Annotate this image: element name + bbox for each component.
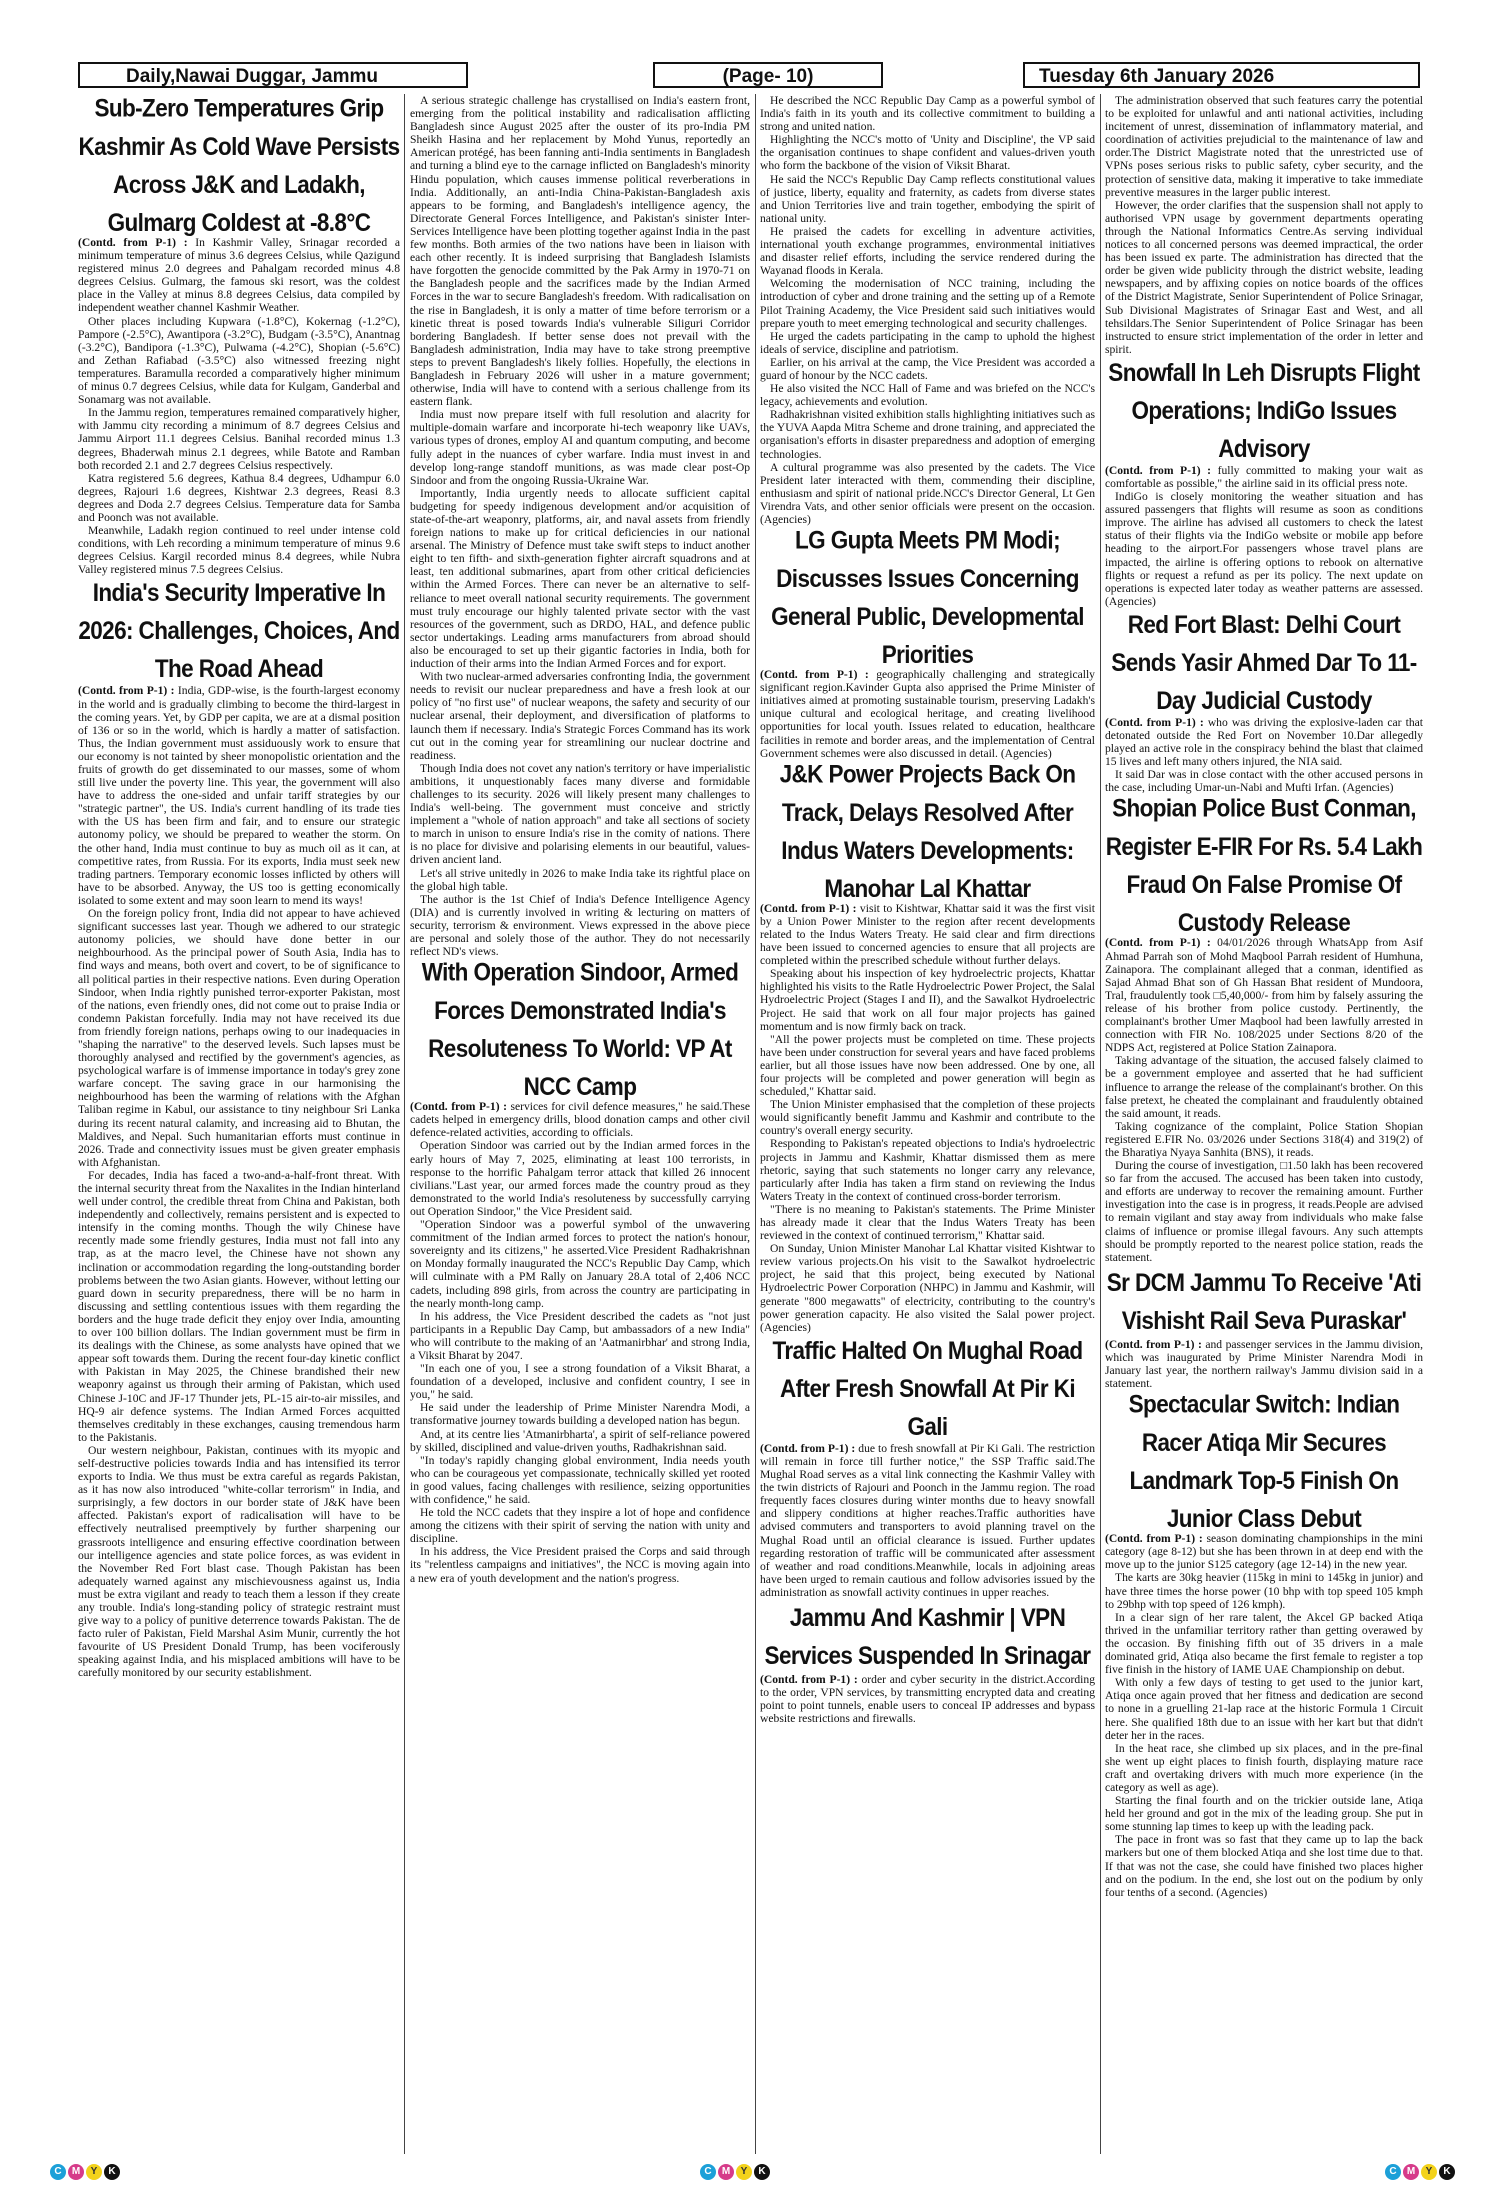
registration-dot: M — [68, 2164, 84, 2180]
paragraph: Speaking about his inspection of key hydroelectric projects, Khattar highlighted his visits to the Ratle Hydroelectric Power Project, the Salal Hydroelectric Project (Stages I and II), and the Sawalkot Hydroelectric Project. He said that work on all four major projects has gained momentum and is now firmly back on track. — [760, 967, 1095, 1033]
paragraph: With only a few days of testing to get used to the junior kart, Atiqa once again proved that her fitness and dedication are second to none in a gruelling 21-lap race at the historic Formula 1 Circuit here. She qualified 18th due to an issue with her kart but that didn't deter her in the races. — [1105, 1676, 1423, 1742]
paragraph — [760, 902, 1095, 967]
article-mughal-road — [760, 1338, 1095, 1599]
cmyk-marks-right — [1385, 2164, 1455, 2180]
paragraph: "All the power projects must be completed on time. These projects have been under construction for several years and have faced problems earlier, but all those issues have now been addressed. One by one, all four projects will be completed and power generation will begin as scheduled," Khattar said. — [760, 1032, 1095, 1099]
column-4 — [1105, 94, 1423, 2154]
column-rule — [755, 94, 756, 2154]
continued-from-label: (Contd. from P-1) : — [1105, 936, 1218, 950]
article-red-fort — [1105, 612, 1423, 795]
paragraph: On the foreign policy front, India did not appear to have achieved significant successes last year. Though we adhered to our strategic autonomy policies, we should have done better in our neighbourhood. As the principal power of South Asia, India has to find ways and means, both overt and covert, to be of significance to all political parties in their respective nations. Even during Operation Sindoor, when India rightly punished terror-exporter Pakistan, most of the nations, even friendly ones, did not come out to praise India or condemn Pakistan forcefully. India may not have received its due from friendly foreign nations, perhaps owing to our inadequacies in "shaping the narrative" to the deserved levels. Such lapses must be thoroughly analysed and rectified by the government's agencies, as psychological warfare is of immense importance in today's grey zone warfare concept. The saving grace in our harmonising the neighbourhood has been the warming of relations with the Afghan Taliban regime in Kabul, our assistance to tiny neighbour Sri Lanka during its recent natural calamity, and increasing aid to Bhutan, the Maldives, and Nepal. Such humanitarian efforts must continue in 2026. Trade and connectivity issues must be given greater emphasis with Afghanistan. — [78, 907, 400, 1169]
headline: Shopian Police Bust Conman, Register E-FIR For Rs. 5.4 Lakh Fraud On False Promise Of Custody Release — [1105, 794, 1423, 938]
paragraph-text: due to fresh snowfall at Pir Ki Gali. The restriction will remain in force till further notice," the SSP Traffic said.The Mughal Road serves as a vital link connecting the Kashmir Valley with the twin districts of Rajouri and Poonch in the Jammu region. The road frequently faces closures during winter months due to heavy snowfall and slippery conditions at higher reaches.Traffic authorities have advised commuters and transporters to avoid planning travel on the Mughal Road until an official clearance is issued. Further updates regarding restoration of traffic will be communicated after assessment of weather and road conditions.Meanwhile, locals in adjoining areas have been urged to remain cautious and follow advisories issued by the administration as snowfall activity continues in upper reaches. — [760, 1441, 1095, 1599]
registration-dot: K — [1439, 2164, 1455, 2180]
paragraph: The administration observed that such features carry the potential to be exploited for unlawful and anti national activities, including incitement of unrest, dissemination of inflammatory material, and coordination of activities prejudicial to the maintenance of law and order.The District Magistrate noted that the unrestricted use of VPNs poses serious risks to public safety, cyber security, and the protection of sensitive data, making it imperative to take immediate preventive measures in the larger public interest. — [1105, 94, 1423, 199]
headline: India's Security Imperative In 2026: Challenges, Choices, And The Road Ahead — [78, 578, 400, 683]
paragraph: Other places including Kupwara (-1.8°C), Kokernag (-1.2°C), Pampore (-2.5°C), Awantipora (-3.2°C), Budgam (-3.5°C), Anantnag (-3.2°C), Bandipora (-1.3°C), Pulwama (-4.2°C), Shopian (-5.6°C) and Zethan Rafiabad (-3.5°C) also witnessed freezing night temperatures. Baramulla recorded a comparatively higher minimum of minus 0.7 degrees Celsius, while data for Kulgam, Ganderbal and Sonamarg was not available. — [78, 314, 400, 407]
registration-dot: Y — [736, 2164, 752, 2180]
paragraph: During the course of investigation, □1.50 lakh has been recovered so far from the accused. The accused has been taken into custody, and efforts are underway to recover the remaining amount. Further investigation into the case is in progress, it reads.People are advised to remain vigilant and stay away from individuals who make false claims of influence or promise illegal favours. Any such attempts should be promptly reported to the nearest police station, reads the statement. — [1105, 1159, 1423, 1264]
paragraph: Taking advantage of the situation, the accused falsely claimed to be a government employee and asserted that he had sufficient influence to arrange the release of the complainant's brother. On this false pretext, he cheated the complainant and fraudulently obtained the said amount, it reads. — [1105, 1054, 1423, 1120]
paragraph: "Operation Sindoor was a powerful symbol of the unwavering commitment of the Indian armed forces to protect the nation's honour, sovereignty and its citizens," he asserted.Vice President Radhakrishnan on Monday formally inaugurated the NCC's Republic Day Camp, which will culminate with a PM Rally on January 28.A total of 2,406 NCC cadets, including 898 girls, from across the country are participating in the nearly month-long camp. — [410, 1218, 750, 1310]
continued-from-label: (Contd. from P-1) : — [1105, 1532, 1207, 1546]
paragraph: IndiGo is closely monitoring the weather situation and has assured passengers that flights will resume as soon as conditions improve. The airline has advised all customers to check the latest status of their flights via the IndiGo website or mobile app before heading to the airport.For passengers whose travel plans are impacted, the airline is offering options to rebook on alternative flights or request a refund as per its policy. The next update on operations is expected later today as weather patterns are assessed. (Agencies) — [1105, 490, 1423, 608]
issue-date: Tuesday 6th January 2026 — [1023, 62, 1420, 88]
paragraph: The pace in front was so fast that they came up to lap the back markers but one of them blocked Atiqa and she lost time due to that. If that was not the case, she could have finished two places higher and on the podium. In the end, she lost out on the podium by only four tenths of a second. (Agencies) — [1105, 1833, 1423, 1899]
headline: Snowfall In Leh Disrupts Flight Operations; IndiGo Issues Advisory — [1108, 358, 1420, 463]
paragraph — [78, 236, 400, 315]
paragraph — [760, 1442, 1095, 1599]
article-shopian — [1105, 794, 1423, 1264]
paragraph: In a clear sign of her rare talent, the Akcel GP backed Atiqa thrived in the unfamiliar territory rather than getting overawed by the occasion. By finishing fifth out of 35 drivers in a male dominated grid, Atiqa also became the first female to register a top five finish in the history of IAME UAE Championship on debut. — [1105, 1610, 1423, 1677]
column-1 — [78, 94, 400, 2154]
paragraph — [760, 1673, 1095, 1725]
registration-dot: Y — [1421, 2164, 1437, 2180]
article-security-imperative — [78, 580, 400, 1679]
registration-dot: C — [1385, 2164, 1401, 2180]
paragraph: Highlighting the NCC's motto of 'Unity and Discipline', the VP said the organisation continues to shape confident and values-driven youth who form the backbone of the vision of Viksit Bharat. — [760, 133, 1095, 173]
paragraph: He also visited the NCC Hall of Fame and was briefed on the NCC's legacy, achievements and evolution. — [760, 382, 1095, 409]
paragraph: Katra registered 5.6 degrees, Kathua 8.4 degrees, Udhampur 6.0 degrees, Rajouri 1.6 degrees, Kishtwar 2.3 degrees, Reasi 8.3 degrees and Doda 2.7 degrees Celsius. Temperature data for Samba and Poonch was not available. — [78, 471, 400, 524]
paragraph: He told the NCC cadets that they inspire a lot of hope and confidence among the citizens with their spirit of serving the nation with unity and discipline. — [410, 1506, 750, 1546]
cmyk-marks-left — [50, 2164, 120, 2180]
page-number: (Page- 10) — [653, 62, 883, 88]
paper-name: Daily,Nawai Duggar, Jammu — [78, 62, 468, 88]
continued-from-label: (Contd. from P-1) : — [410, 1100, 511, 1114]
article-dcm — [1105, 1268, 1423, 1390]
article-ncc-continued — [760, 94, 1095, 526]
paragraph: Starting the final fourth and on the trickier outside lane, Atiqa held her ground and got in the mix of the leading group. She put in some stunning lap times to keep up with the leading pack. — [1105, 1794, 1423, 1834]
headline: LG Gupta Meets PM Modi; Discusses Issues Concerning General Public, Developmental Priorities — [771, 526, 1084, 669]
paragraph: "In today's rapidly changing global environment, India needs youth who can be courageous yet compassionate, technically skilled yet rooted in good values, facing challenges with resilience, seizing opportunities with confidence," he said. — [410, 1453, 750, 1506]
paragraph: He said under the leadership of Prime Minister Narendra Modi, a transformative journey towards building a developed nation has begun. — [410, 1401, 750, 1428]
headline: Jammu And Kashmir | VPN Services Suspended In Srinagar — [764, 1603, 1091, 1670]
paragraph: "There is no meaning to Pakistan's statements. The Prime Minister has already made it clear that the Indus Waters Treaty has been reviewed in the context of continued terrorism," Khattar said. — [760, 1202, 1095, 1243]
registration-dot: K — [104, 2164, 120, 2180]
article-ncc-camp — [410, 958, 750, 1585]
paragraph-text: visit to Kishtwar, Khattar said it was the first visit by a Union Power Minister to the region after recent developments related to the Indus Waters Treaty. He said clear and firm directions have been issued to concerned agencies to ensure that all projects are completed within the prescribed schedule without further delays. — [760, 901, 1095, 968]
paragraph: It said Dar was in close contact with the other accused persons in the case, including Umar-un-Nabi and Mufti Irfan. (Agencies) — [1105, 768, 1423, 795]
column-rule — [404, 94, 405, 2154]
paragraph — [760, 668, 1095, 760]
paragraph: And, at its centre lies 'Atmanirbharta', a spirit of self-reliance powered by skilled, disciplined and value-driven youths, Radhakrishnan said. — [410, 1427, 750, 1454]
registration-dot: C — [50, 2164, 66, 2180]
article-atiqa-mir — [1105, 1390, 1423, 1899]
paragraph-text: India, GDP-wise, is the fourth-largest economy in the world and is gradually climbing to become the third-largest in the coming years. Yet, by GDP per capita, we are at a dismal position of 136 or so in the world, which is hardly a matter of satisfaction. Thus, the Indian government must assiduously work to ensure that our economy is not tainted by sheer monopolistic orientation and the fruits of growth do get disseminated to our masses, some of whom still live under the poverty line. This year, the government will also have to address the one-sided and unfair tariff strategies by our "strategic partner", the US. India's current handling of its trade ties with the US has been firm and fair, and to ensure our strategic autonomy policy, we should be prepared to weather the storm. On the other hand, India must continue to buy as much oil as it can, at competitive rates, from Russia. For its exports, India must seek new trading partners. Temporary economic losses inflicted by others will have to be absorbed. Anyway, the US too is getting economically isolated to some extent and may soon learn to mend its ways! — [78, 684, 400, 907]
paragraph: Our western neighbour, Pakistan, continues with its myopic and self-destructive policies towards India and has intensified its terror exports to India. We thus must be extra careful as regards Pakistan, as it has now also introduced "white-collar terrorism" in India, and surprisingly, a few doctors in our border state of J&K have been affected. Pakistan's export of radicalisation will have to be effectively neutralised preemptively by further sharpening our grassroots intelligence and ensuring effective coordination between our intelligence agencies and state police forces, as was evident in the November Red Fort blast case. Though Pakistan has been adequately warned against any mischievousness against us, India must be extra vigilant and ready to teach them a lesson if they create any trouble. India's long-standing policy of strategic restraint must give way to a policy of punitive deterrence towards Pakistan. The de facto ruler of Pakistan, Field Marshal Asim Munir, currently the hot favourite of US President Donald Trump, has been vociferously speaking against India, and his misplaced ambitions will have to be carefully monitored by our security establishment. — [78, 1443, 400, 1680]
headline: Sub-Zero Temperatures Grip Kashmir As Cold Wave Persists Across J&K and Ladakh, Gulmarg Coldest at -8.8°C — [78, 94, 400, 237]
print-registration-marks — [0, 2164, 1500, 2184]
paragraph-text: In Kashmir Valley, Srinagar recorded a minimum temperature of minus 3.6 degrees Celsius, while Qazigund registered minus 2.0 degrees and Pahalgam recorded minus 4.8 degrees Celsius. Gulmarg, the famous ski resort, was the coldest place in the Valley at minus 8.8 degrees Celsius, data compiled by independent weather channel Kashmir Weather. — [78, 236, 400, 315]
registration-dot: M — [718, 2164, 734, 2180]
paragraph: In his address, the Vice President praised the Corps and said through its "relentless campaigns and initiatives", the NCC is moving again into a new era of youth development and the nation's progress. — [410, 1545, 750, 1585]
headline: Traffic Halted On Mughal Road After Fresh Snowfall At Pir Ki Gali — [772, 1336, 1083, 1441]
paragraph: Let's all strive unitedly in 2026 to make India take its rightful place on the global high table. — [410, 866, 750, 893]
paragraph: Importantly, India urgently needs to allocate sufficient capital budgeting for speedy indigenous development and/or acquisition of state-of-the-art weaponry, platforms, air, and naval assets from friendly foreign nations to make up for critical deficiencies in our national arsenal. The Ministry of Defence must take swift steps to induct another eight to ten fifth- and sixth-generation fighter aircraft squadrons and at least, ten additional submarines, apart from other critical deficiencies within the Armed Forces. There can never be an alternative to self-reliance to meet overall national security requirements. The government must truly encourage our highly talented private sector with the vast resources of the government, such as DRDO, HAL, and defence public sector undertakings. Leading arms manufacturers from abroad should also be encouraged to set up their gigantic factories in India, both for induction of their arms into the Indian Armed Forces and for export. — [410, 486, 750, 671]
paragraph — [78, 684, 400, 907]
continued-from-label: (Contd. from P-1) : — [78, 684, 178, 698]
paragraph: Welcoming the modernisation of NCC training, including the introduction of cyber and drone training and the setting up of a Remote Pilot Training Academy, the Vice President said such initiatives would prepare youth to meet emerging technological and security challenges. — [760, 277, 1095, 330]
paragraph: Taking cognizance of the complaint, Police Station Shopian registered E.FIR No. 03/2026 under Sections 318(4) and 319(2) of the Bharatiya Nyaya Sanhita (BNS), it reads. — [1105, 1119, 1423, 1159]
headline: J&K Power Projects Back On Track, Delays Resolved After Indus Waters Developments: Manohar Lal Khattar — [779, 760, 1076, 903]
registration-dot: M — [1403, 2164, 1419, 2180]
registration-dot: Y — [86, 2164, 102, 2180]
masthead — [78, 60, 1420, 92]
registration-dot: C — [700, 2164, 716, 2180]
paragraph: The karts are 30kg heavier (115kg in mini to 145kg in junior) and have three times the horse power (10 bhp with top speed 105 kmph to 29bhp with top speed of 126 kmph). — [1105, 1571, 1423, 1611]
paragraph: "In each one of you, I see a strong foundation of a Viksit Bharat, a foundation of a developed, inclusive and confident country, I see in you," he said. — [410, 1362, 750, 1402]
paragraph: On Sunday, Union Minister Manohar Lal Khattar visited Kishtwar to review various projects.On his visit to the Sawalkot hydroelectric project, he said that this project, being executed by National Hydroelectric Power Corporation (NHPC) in Jammu and Kashmir, will generate "800 megawatts" of electricity, contributing to the country's power generation capacity. He also visited the Salal power project. (Agencies) — [760, 1242, 1095, 1334]
paragraph: He said the NCC's Republic Day Camp reflects constitutional values of justice, liberty, equality and fraternity, as cadets from diverse states and Union Territories live and train together, embodying the spirit of national unity. — [760, 172, 1095, 225]
column-2 — [410, 94, 750, 2154]
paragraph: Meanwhile, Ladakh region continued to reel under intense cold conditions, with Leh recording a minimum temperature of minus 9.6 degrees Celsius. Kargil recorded minus 8.4 degrees, while Nubra Valley registered minus 7.5 degrees Celsius. — [78, 524, 400, 577]
paragraph: Though India does not covet any nation's territory or have imperialistic ambitions, it unquestionably faces many diverse and formidable challenges to its security. 2026 will likely present many challenges to India's well-being. The government must conceive and strictly implement a "whole of nation approach" and take all sections of society to march in unison to ensure India's rise in the comity of nations. There is no place for divisive and polarising elements in our beautiful, values-driven ancient land. — [410, 761, 750, 867]
paragraph: A serious strategic challenge has crystallised on India's eastern front, emerging from the political instability and radicalisation afflicting Bangladesh since August 2025 after the ouster of its pro-India PM Sheikh Hasina and her replacement by Mohd Yunus, reportedly an American protégé, has been fanning anti-India sentiments in Bangladesh and turning a blind eye to the carnage inflicted on Bangladesh's minority Hindu population, which causes immense political reverberations in India. Additionally, an anti-India China-Pakistan-Bangladesh axis appears to be forming, and Bangladesh's intelligence agency, the Directorate General Forces Intelligence, and Pakistan's sinister Inter-Services Intelligence have been plotting together against India in the past few months. Both armies of the two nations have been in liaison with each other recently. It is indeed surprising that Bangladesh Islamists have forgotten the genocide committed by the Pak Army in 1970-71 on the Bangladesh people and the sacrifices made by the Indian Armed Forces in the war to secure Bangladesh's freedom. With radicalisation on the rise in Bangladesh, it is only a matter of time before terrorism or a kinetic threat is posed towards India's vulnerable Siliguri Corridor bordering Bangladesh. If better sense does not prevail with the Bangladesh administration, India may have to take strong preemptive steps to prevent Bangladesh's likely follies. Hopefully, the elections in Bangladesh in February 2026 will usher in a mature government; otherwise, India will have to contend with a serious challenge from its eastern flank. — [410, 94, 750, 409]
paragraph: Responding to Pakistan's repeated objections to India's hydroelectric projects in Jammu and Kashmir, Khattar dismissed them as mere rhetoric, saying that such statements no longer carry any relevance, particularly after India has taken a firm stand on reviewing the Indus Waters Treaty in the context of continued cross-border terrorism. — [760, 1137, 1095, 1203]
column-rule — [1100, 94, 1101, 2154]
paragraph: Operation Sindoor was carried out by the Indian armed forces in the early hours of May 7, 2025, eliminating at least 100 terrorists, in response to the horrific Pahalgam terror attack that killed 26 innocent civilians."Last year, our armed forces made the country proud as they demonstrated to the world India's resoluteness by successfully carrying out Operation Sindoor," the Vice President said. — [410, 1139, 750, 1218]
paragraph-text: order and cyber security in the district.According to the order, VPN services, by transmitting encrypted data and creating point to point tunnels, enable users to conceal IP addresses and bypass website restrictions and firewalls. — [760, 1672, 1095, 1726]
paragraph: A cultural programme was also presented by the cadets. The Vice President later interacted with them, commending their discipline, enthusiasm and spirit of national pride.NCC's Director General, Lt Gen Virendra Vats, and other senior officials were present on the occasion. (Agencies) — [760, 460, 1095, 526]
headline: Red Fort Blast: Delhi Court Sends Yasir Ahmed Dar To 11-Day Judicial Custody — [1111, 610, 1417, 715]
continued-from-label: (Contd. from P-1) : — [760, 668, 877, 682]
paragraph-text: and passenger services in the Jammu division, which was inaugurated by Prime Minister Narendra Modi in January last year, the northern railway's Jammu division said in a statement. — [1105, 1337, 1423, 1391]
article-security-continued — [410, 94, 750, 958]
paragraph-text: services for civil defence measures," he said.These cadets helped in emergency drills, blood donation camps and other civil defence-related activities, according to officials. — [410, 1100, 750, 1140]
paragraph: In the Jammu region, temperatures remained comparatively higher, with Jammu city recording a minimum of 8.7 degrees Celsius and Jammu Airport 11.1 degrees Celsius. Banihal recorded minus 1.3 degrees, Bhaderwah minus 2.1 degrees, while Batote and Ramban both recorded 2.1 and 2.7 degrees Celsius respectively. — [78, 406, 400, 472]
paragraph-text: 04/01/2026 through WhatsApp from Asif Ahmad Parrah son of Mohd Maqbool Parrah resident of Humhuna, Zainapora. The complainant alleged that a conman, identified as Sajad Ahmad Bhat son of Gh Hassan Bhat resident of Mundoora, Tral, fraudulently took □5,40,000/- from him by falsely assuring the release of his brother from police custody. Pertinently, the complainant's brother Umer Maqbool had been lawfully arrested in connection with FIR No. 108/2025 under Sections 8/20 of the NDPS Act, registered at Police Station Zainapora. — [1105, 936, 1423, 1055]
article-cold-wave — [78, 94, 400, 577]
paragraph-text: who was driving the explosive-laden car that detonated outside the Red Fort on November 10.Dar allegedly played an active role in the conspiracy behind the blast that claimed 15 lives and left many others injured, the NIA said. — [1105, 715, 1423, 769]
paragraph: The author is the 1st Chief of India's Defence Intelligence Agency (DIA) and is currently involved in writing & lecturing on matters of security, terrorism & environment. Views expressed in the above piece are personal and solely those of the author. They do not necessarily reflect ND's views. — [410, 892, 750, 959]
article-indigo — [1105, 360, 1423, 608]
paragraph: India must now prepare itself with full resolution and alacrity for multiple-domain warfare and incorporate hi-tech weaponry like UAVs, various types of drones, employ AI and quantum computing, and become fully adept in the nuances of cyber warfare. India must invest in and develop long-range standoff munitions, as was made clear post-Op Sindoor and from the ongoing Russia-Ukraine War. — [410, 408, 750, 487]
continued-from-label: (Contd. from P-1) : — [760, 1441, 859, 1455]
paragraph: For decades, India has faced a two-and-a-half-front threat. With the internal security threat from the Naxalites in the Indian hinterland well under control, the credible threat from China and Pakistan, both independently and collectively, remains persistent and is expected to intensify in the coming months. Though the wily Chinese have recently made some friendly gestures, India must not fall into any trap, as at the macro level, the Chinese have not shown any inclination or accommodation regarding the long-outstanding border problems between the two Asian giants. However, without letting our guard down in security preparedness, there will be no harm in discussing and settling contentious issues with them regarding the borders and the huge trade deficit they enjoy over India, amounting to over 100 billion dollars. The Indian government must be firm in its dealings with the Chinese, as some analysts have opined that we appear soft towards them. During the recent four-day kinetic conflict with Pakistan in May 2025, the Chinese brandished their new weaponry against us through their arming of Pakistan, which used Chinese J-10C and JF-17 Thunder jets, PL-15 air-to-air missiles, and HQ-9 air defence systems. The Indian Armed Forces acquitted themselves creditably in these exchanges, causing tremendous harm to the Pakistanis. — [78, 1168, 400, 1444]
cmyk-marks-center — [700, 2164, 770, 2180]
paragraph — [1105, 716, 1423, 768]
headline: With Operation Sindoor, Armed Forces Demonstrated India's Resoluteness To World: VP At NCC Camp — [421, 958, 739, 1101]
paragraph-text: geographically challenging and strategically significant region.Kavinder Gupta also apprised the Prime Minister of initiatives aimed at promoting sustainable tourism, preserving Ladakh's unique cultural and ecological heritage, and creating livelihood opportunities for local youth. Issues related to education, healthcare facilities in remote and border areas, and the implementation of Central Government schemes were also discussed in detail. (Agencies) — [760, 668, 1095, 760]
paragraph: In the heat race, she climbed up six places, and in the pre-final she went up eight places to finish fourth, displaying mature race craft and overtaking drivers with much more experience (in the category as well as age). — [1105, 1741, 1423, 1794]
article-power-projects — [760, 760, 1095, 1334]
paragraph: The Union Minister emphasised that the completion of these projects would significantly benefit Jammu and Kashmir and contribute to the country's overall energy security. — [760, 1098, 1095, 1138]
paragraph: He praised the cadets for excelling in adventure activities, international youth exchange programmes, environmental initiatives and disaster relief efforts, including the service rendered during the Wayanad floods in Kerala. — [760, 224, 1095, 278]
paragraph: Earlier, on his arrival at the camp, the Vice President was accorded a guard of honour by the NCC cadets. — [760, 355, 1095, 382]
article-lg-gupta — [760, 526, 1095, 760]
paragraph-text: season dominating championships in the mini category (age 8-12) but she has been thrown in at deep end with the move up to the junior S125 category (age 12-14) in the new year. — [1105, 1532, 1423, 1572]
continued-from-label: (Contd. from P-1) : — [1105, 1337, 1206, 1351]
continued-from-label: (Contd. from P-1) : — [760, 901, 860, 915]
paragraph-text: fully committed to making your wait as comfortable as possible," the airline said in its official press note. — [1105, 463, 1423, 490]
article-vpn-continued — [1105, 94, 1423, 356]
registration-dot: K — [754, 2164, 770, 2180]
paragraph: Radhakrishnan visited exhibition stalls highlighting initiatives such as the YUVA Aapda Mitra Scheme and drone training, and appreciated the organisation's efforts in disaster preparedness and adoption of emerging technologies. — [760, 408, 1095, 461]
headline: Spectacular Switch: Indian Racer Atiqa Mir Secures Landmark Top-5 Finish On Junior Class Debut — [1128, 1390, 1400, 1533]
headline: Sr DCM Jammu To Receive 'Ati Vishisht Rail Seva Puraskar' — [1106, 1268, 1422, 1335]
column-3 — [760, 94, 1095, 2154]
continued-from-label: (Contd. from P-1) : — [1105, 715, 1208, 729]
paragraph: He described the NCC Republic Day Camp as a powerful symbol of India's faith in its youth and its collective commitment to building a strong and united nation. — [760, 94, 1095, 134]
article-vpn — [760, 1603, 1095, 1725]
paragraph: However, the order clarifies that the suspension shall not apply to authorised VPN usage by government departments operating through the National Informatics Centre.As serving individual notices to all concerned persons was deemed impractical, the order has been issued ex parte. The administration has directed that the order be given wide publicity through the district website, leading newspapers, and by affixing copies on notice boards of the offices of the District Magistrate, Senior Superintendent of Police Srinagar, Sub Divisional Magistrates of Srinagar East and West, and all tehsildars.The Senior Superintendent of Police Srinagar has been instructed to ensure strict implementation of the order in letter and spirit. — [1105, 198, 1423, 356]
paragraph: He urged the cadets participating in the camp to uphold the highest ideals of service, discipline and patriotism. — [760, 329, 1095, 356]
paragraph — [1105, 1338, 1423, 1390]
paragraph — [1105, 936, 1423, 1054]
continued-from-label: (Contd. from P-1) : — [78, 236, 196, 249]
continued-from-label: (Contd. from P-1) : — [760, 1672, 862, 1686]
continued-from-label: (Contd. from P-1) : — [1105, 463, 1218, 477]
paragraph: With two nuclear-armed adversaries confronting India, the government needs to revisit our nuclear preparedness and have a fresh look at our policy of "no first use" of nuclear weapons, the safety and security of our nuclear arsenal, their deployment, and diversification of platforms to launch them if necessary. India's Strategic Forces Command has its work cut out in the coming year for streamlining our nuclear doctrine and readiness. — [410, 670, 750, 762]
paragraph: In his address, the Vice President described the cadets as "not just participants in a Republic Day Camp, but ambassadors of a new India" who will contribute to the making of an 'Aatmanirbhar' and strong India, a Viksit Bharat by 2047. — [410, 1309, 750, 1362]
